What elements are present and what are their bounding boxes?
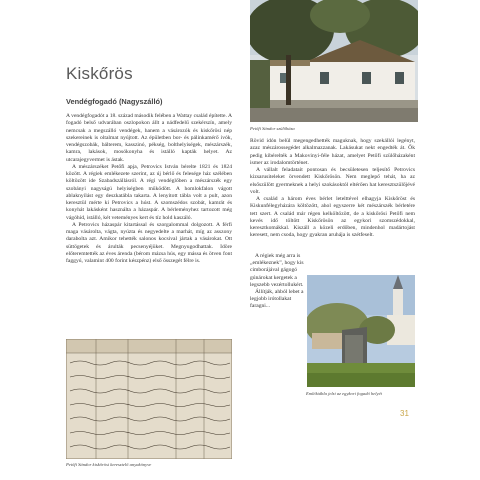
memorial-caption: Emléktábla jelzi az egykori fogadó helyét — [306, 391, 382, 396]
paragraph: Rövid idón belül megengedhették maguknak, hogy szekállói legényt, azaz mészárossegédet alkalmazzanak. Lakásukat nekt engedték át. Ők pedig kibérelték a Makovinyi-féle házat, amelyet Petőfi szülőházaként ismer az irodalomtörténet. — [250, 138, 415, 166]
birth-house-caption: Petőfi Sándor szülőháza — [250, 126, 295, 131]
paragraph: Állítják, ahból lebet a legjobb irótollakat faragni... — [250, 289, 304, 310]
paragraph: A Petrovics házaspár kitartással és szorgalommal dolgozott. A férfi maga vásárolta, vágta, nyúzta és negyedelte a marhát, míg az asszony darabolta azt. Amikor tehették salonos kocsival jártak a vásárokat. Ott süttögetek és árulták pecsenyéjüket. Megnyugodhattak. Idöre előteremtették az éves árenda (bérom mázsa hús, egy mássa és ötven font faggyú, valamint 400 forint készpénz) első összegét félre is. — [66, 221, 232, 264]
page-title: Kiskőrös — [66, 64, 133, 83]
birth-house-photo — [250, 0, 418, 122]
paragraph: A vendégfogadót a 18. század második felében a Wattay család építette. A fogadó belső udvarában oszlopokon állt a nádfedelű szekérszín, amely nemcsak a megszálló vendégek, hanem a vásározók és kiskőrösi nép szekereinek is oltalmat nyújtott. Az épületben bor- és pálinkamérő ivók, vendégszobák, bálterem, kasszinó, pékség, bolthelyiségek, mészárszék, kamra, lakások, mosókonyha és istálló kapták helyet. Az utcarajegyvermet is ástak. — [66, 113, 232, 163]
paragraph: A család a három éves bérlet letelttével elhagyja Kiskőröst és Kiskunfélegyházára költözött, ahol egyszerre két mészárszék bérletére tett szert. A család már régen kelköltözött, de a kiskőrösi Petőfi nem kevés idő töltött Kiskőrösön az egykori szomszédokkal, keresztkomákkal. Kiszáll a közeli erdőben, mindenhol madártojást keresett, nem csoda, hogy gyakran aruhája is szétfeselt. — [250, 196, 415, 239]
section-subtitle: Vendégfogadó (Nagyszálló) — [66, 97, 163, 106]
baptism-register-caption: Petőfi Sándor kiskőrösi keresztelő anyakönyve — [66, 462, 152, 467]
memorial-photo — [307, 275, 415, 387]
left-text-column — [66, 113, 232, 265]
paragraph: A régiek még arra is „emlékeznek”, hogy kis cimborájával gágogó gúnárokat kergetek a legszebb vezértollukért. — [250, 253, 304, 288]
paragraph: A mészárszéket Petőfi apja, Petrovics István bérelte 1821 és 1824 között. A régiek emlékezete szerint, az új bérlő és felesége ház szélében költözött ide Szabadszállásról. A régi vendéglőben a mészárszék egy szobányi nagyságú helyiségben működött. A homlokfalon vágott ablaknyílást egy deszkatábla takarta. A lenyitott tábla volt a pult, azon keresztül mérte ki Petrovics a húst. A szomszédos szobát, kamrát és konyhát lakásként használta a házaspár. A bérleményhez tartozott még vágóhíd, istálló, két veteményes kert és tíz hold kaszáló. — [66, 163, 232, 221]
page-number: 31 — [400, 409, 409, 418]
wrapped-text-column — [250, 253, 304, 311]
paragraph: A vállalt feladatait pontosan és becsületesen teljesítő Petrovics kizsarusiteleket örvendett Kiskőrösön. Nem meglepő tehát, ha az elsőszülött gyermeknek a helyi szokásoktól eltérően hat keresztszülőjévé volt. — [250, 167, 415, 195]
baptism-register-image — [66, 339, 232, 459]
right-text-column — [250, 138, 415, 240]
